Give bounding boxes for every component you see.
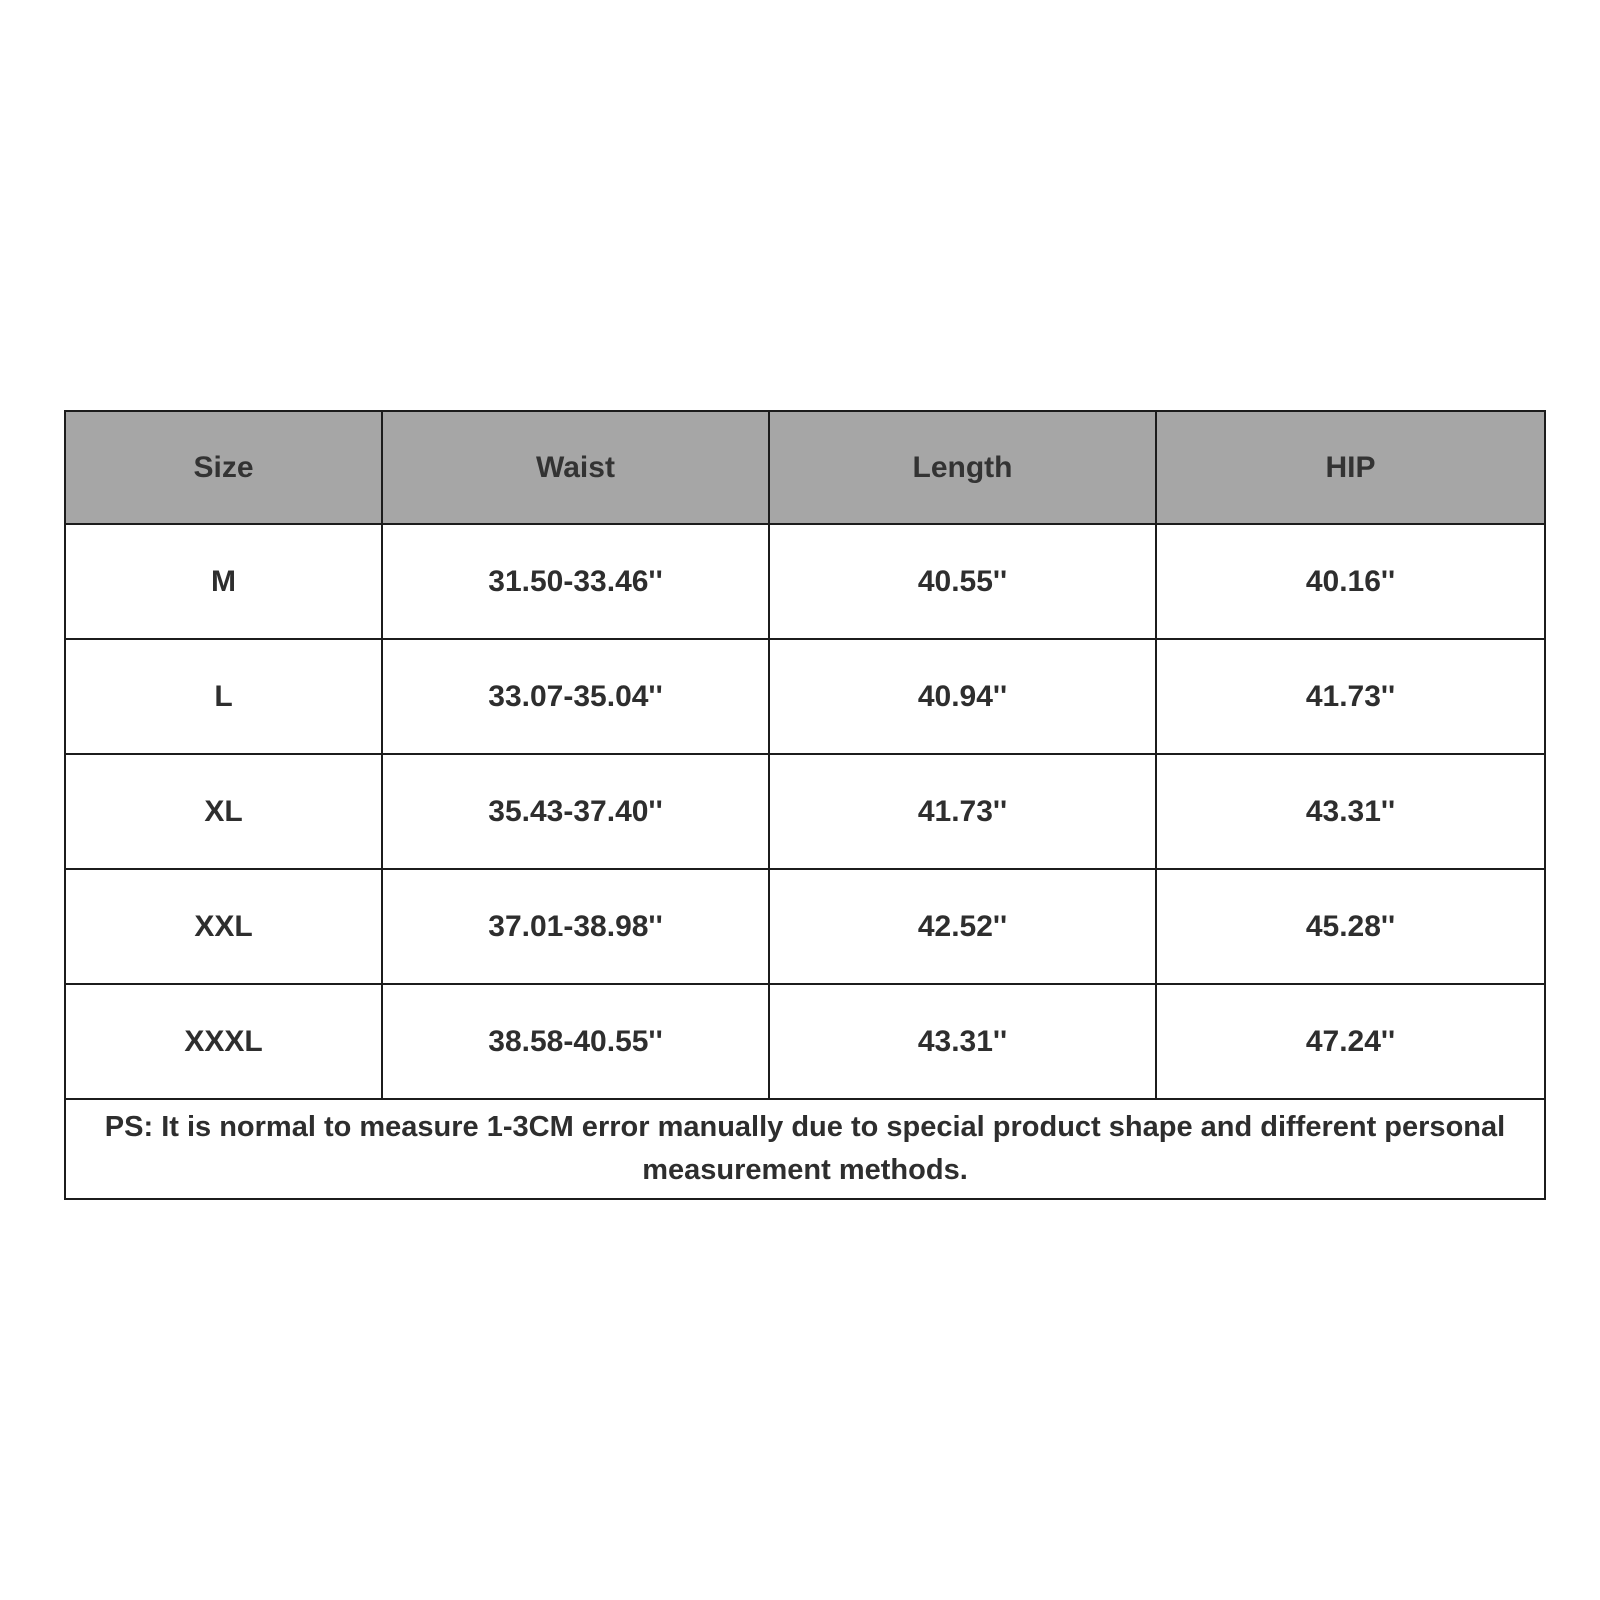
cell-length: 43.31'' xyxy=(769,984,1156,1099)
cell-size: M xyxy=(65,524,382,639)
cell-hip: 47.24'' xyxy=(1156,984,1545,1099)
header-length: Length xyxy=(769,411,1156,524)
cell-length: 42.52'' xyxy=(769,869,1156,984)
table-row xyxy=(65,754,1545,869)
table-row xyxy=(65,984,1545,1099)
table-footer xyxy=(65,1099,1545,1199)
header-row xyxy=(65,411,1545,524)
table-body xyxy=(65,524,1545,1099)
note-row xyxy=(65,1099,1545,1199)
header-hip: HIP xyxy=(1156,411,1545,524)
cell-length: 40.55'' xyxy=(769,524,1156,639)
cell-hip: 43.31'' xyxy=(1156,754,1545,869)
table-header xyxy=(65,411,1545,524)
size-chart-table xyxy=(64,410,1546,1200)
cell-waist: 37.01-38.98'' xyxy=(382,869,769,984)
cell-length: 40.94'' xyxy=(769,639,1156,754)
header-size: Size xyxy=(65,411,382,524)
cell-waist: 35.43-37.40'' xyxy=(382,754,769,869)
header-waist: Waist xyxy=(382,411,769,524)
cell-size: L xyxy=(65,639,382,754)
cell-size: XL xyxy=(65,754,382,869)
cell-length: 41.73'' xyxy=(769,754,1156,869)
cell-hip: 45.28'' xyxy=(1156,869,1545,984)
cell-hip: 40.16'' xyxy=(1156,524,1545,639)
cell-size: XXL xyxy=(65,869,382,984)
cell-hip: 41.73'' xyxy=(1156,639,1545,754)
table-row xyxy=(65,869,1545,984)
cell-waist: 33.07-35.04'' xyxy=(382,639,769,754)
cell-waist: 31.50-33.46'' xyxy=(382,524,769,639)
table-row xyxy=(65,639,1545,754)
table-row xyxy=(65,524,1545,639)
cell-waist: 38.58-40.55'' xyxy=(382,984,769,1099)
cell-size: XXXL xyxy=(65,984,382,1099)
measurement-note: PS: It is normal to measure 1-3CM error manually due to special product shape and different personal measurement methods. xyxy=(65,1099,1545,1199)
